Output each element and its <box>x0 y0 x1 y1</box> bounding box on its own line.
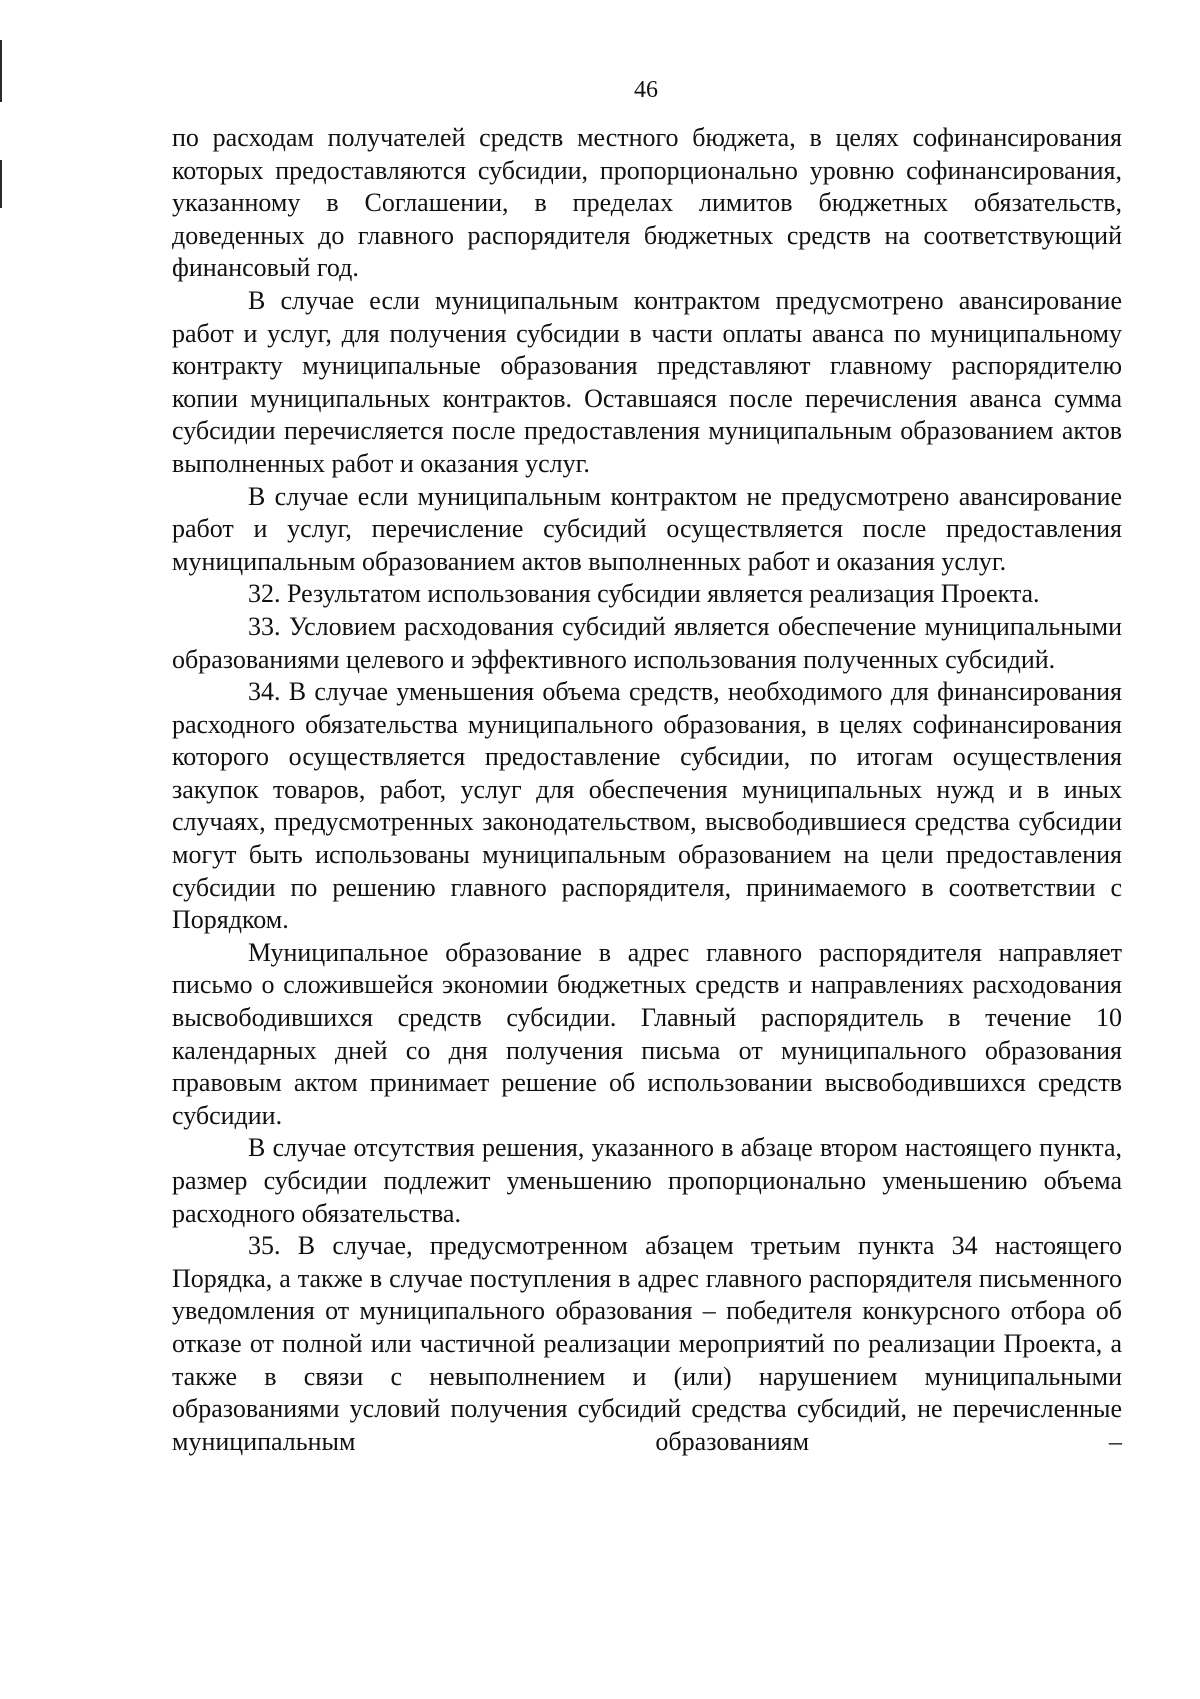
paragraph-continuation: по расходам получателей средств местного бюджета, в целях софинансирования которых предоставляются субсидии, пропорционально уровню софинансирования, указанному в Соглашении, в пределах лимитов бюджетных обязательств, доведенных до главного распорядителя бюджетных средств на соответствующий финансовый год. <box>172 123 1122 283</box>
paragraph-32: 32. Результатом использования субсидии является реализация Проекта. <box>248 579 1040 609</box>
page-number: 46 <box>634 77 658 103</box>
paragraph-34-no-decision: В случае отсутствия решения, указанного в абзаце втором настоящего пункта, размер субсидии подлежит уменьшению пропорционально уменьшению объема расходного обязательства. <box>172 1133 1122 1228</box>
paragraph-advance-payment: В случае если муниципальным контрактом предусмотрено авансирование работ и услуг, для получения субсидии в части оплаты аванса по муниципальному контракту муниципальные образования представляют главному распорядителю копии муниципальных контрактов. Оставшаяся после перечисления аванса сумма субсидии перечисляется после предоставления муниципальным образованием актов выполненных работ и оказания услуг. <box>172 285 1122 478</box>
paragraph-34: 34. В случае уменьшения объема средств, необходимого для финансирования расходного обязательства муниципального образования, в целях софинансирования которого осуществляется предоставление субсидии, по итогам осуществления закупок товаров, работ, услуг для обеспечения муниципальных нужд и в иных случаях, предусмотренных законодательством, высвободившиеся средства субсидии могут быть использованы муниципальным образованием на цели предоставления субсидии по решению главного распорядителя, принимаемого в соответствии с Порядком. <box>172 677 1122 935</box>
document-text <box>172 122 1122 1458</box>
scan-mark-left-middle <box>0 160 2 208</box>
paragraph-33: 33. Условием расходования субсидий является обеспечение муниципальными образованиями целевого и эффективного использования полученных субсидий. <box>172 611 1122 674</box>
paragraph-34-letter: Муниципальное образование в адрес главного распорядителя направляет письмо о сложившейся экономии бюджетных средств и направлениях расходования высвободившихся средств субсидии. Главный распорядитель в течение 10 календарных дней со дня получения письма от муниципального образования правовым актом принимает решение об использовании высвободившихся средств субсидии. <box>172 937 1122 1130</box>
paragraph-no-advance: В случае если муниципальным контрактом не предусмотрено авансирование работ и услуг, перечисление субсидий осуществляется после предоставления муниципальным образованием актов выполненных работ и оказания услуг. <box>172 481 1122 576</box>
paragraph-35: 35. В случае, предусмотренном абзацем третьим пункта 34 настоящего Порядка, а также в случае поступления в адрес главного распорядителя письменного уведомления от муниципального образования – победителя конкурсного отбора об отказе от полной или частичной реализации мероприятий по реализации Проекта, а также в связи с невыполнением и (или) нарушением муниципальными образованиями условий получения субсидий средства субсидий, не перечисленные муниципальным образованиям – <box>172 1231 1122 1456</box>
